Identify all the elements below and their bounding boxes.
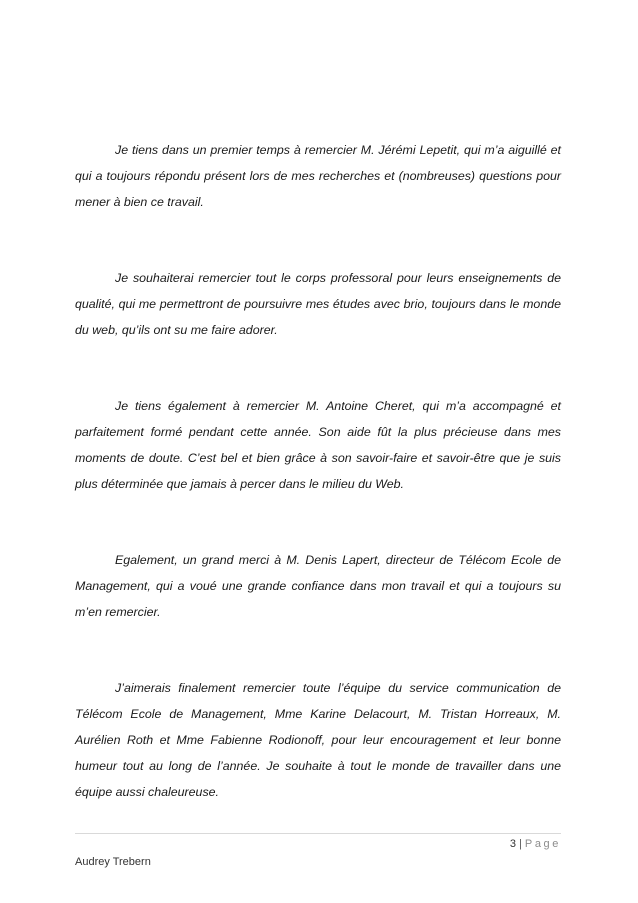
paragraph-2: Je souhaiterai remercier tout le corps professoral pour leurs enseignements de qualité, qui me permettront de poursuivre mes études avec brio, toujours dans le monde du web, qu’ils ont su me faire adorer. xyxy=(75,271,561,337)
paragraph-1: Je tiens dans un premier temps à remercier M. Jérémi Lepetit, qui m’a aiguillé et qui a toujours répondu présent lors de mes recherches et (nombreuses) questions pour mener à bien ce travail. xyxy=(75,143,561,209)
paragraph-5: J’aimerais finalement remercier toute l’équipe du service communication de Télécom Ecole de Management, Mme Karine Delacourt, M. Tristan Horreaux, M. Aurélien Roth et Mme Fabienne Rodionoff, pour leur encouragement et leur bonne humeur tout au long de l’année. Je souhaite à tout le monde de travailler dans une équipe aussi chaleureuse. xyxy=(75,681,561,799)
paragraph-3: Je tiens également à remercier M. Antoine Cheret, qui m’a accompagné et parfaitement formé pendant cette année. Son aide fût la plus précieuse dans mes moments de doute. C’est bel et bien grâce à son savoir-faire et savoir-être que je suis plus déterminée que jamais à percer dans le milieu du Web. xyxy=(75,399,561,491)
author-name: Audrey Trebern xyxy=(75,856,151,868)
paragraph-4: Egalement, un grand merci à M. Denis Lapert, directeur de Télécom Ecole de Management, qui a voué une grande confiance dans mon travail et qui a toujours su m’en remercier. xyxy=(75,553,561,619)
page-number-value: 3 xyxy=(509,838,517,850)
page-number xyxy=(510,838,561,850)
footer-divider xyxy=(75,833,561,834)
acknowledgements-body xyxy=(75,137,561,855)
page-label: Page xyxy=(524,838,561,850)
page-number-separator: | xyxy=(519,838,522,850)
